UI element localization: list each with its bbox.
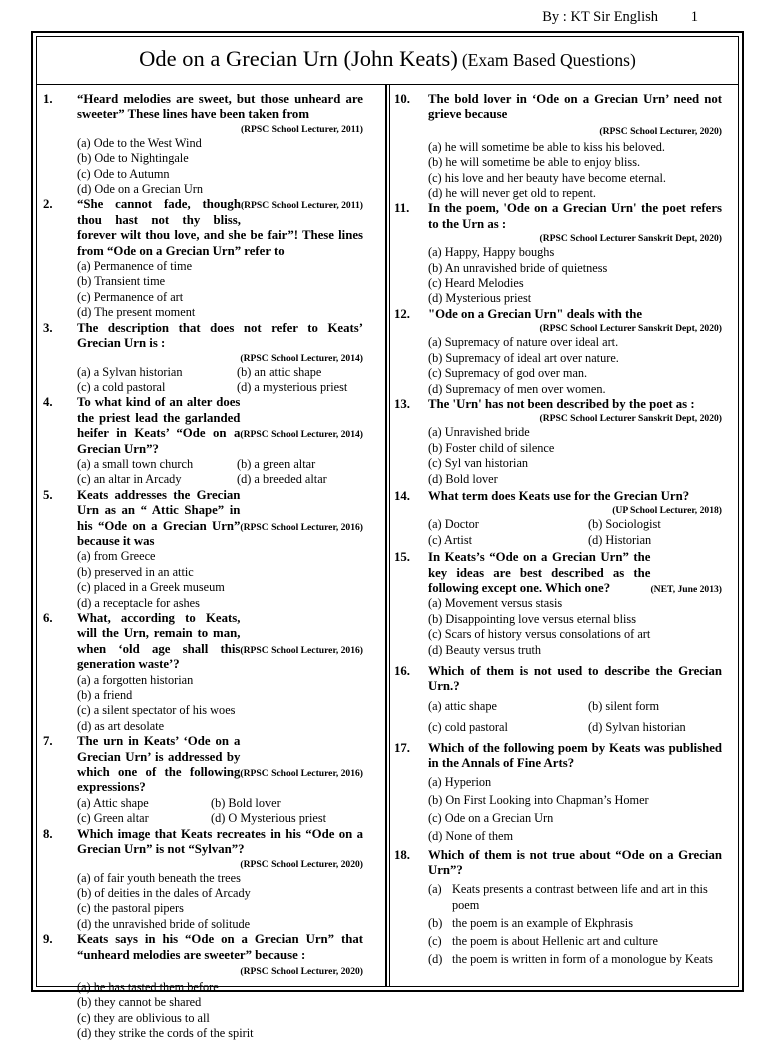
question-3	[43, 321, 363, 396]
question-source: (RPSC School Lecturer, 2016)	[240, 521, 363, 533]
question-text: (RPSC School Lecturer, 2016) The urn in Keats’ ‘Ode on a Grecian Urn’ is addressed by which one of the following expressions?	[77, 734, 363, 795]
question-text: (RPSC School Lecturer, 2011) “She cannot fade, though thou hast not thy bliss, forever wilt thou love, and she be fair”! These lines from “Ode on a Grecian Urn” refer to	[77, 197, 363, 258]
question-2	[43, 197, 363, 320]
option-a: (a) Ode to the West Wind	[77, 135, 202, 150]
option-c: (c) they are oblivious to all	[77, 1010, 210, 1025]
option-b: (b) Sociologist	[588, 517, 661, 532]
option-b: (b) silent form	[588, 698, 660, 713]
question-text: What term does Keats use for the Grecian Urn?	[428, 488, 690, 503]
question-number: 16.	[394, 664, 410, 678]
question-number: 10.	[394, 92, 410, 106]
question-number: 7.	[43, 734, 53, 749]
option-d: (d) The present moment	[77, 305, 196, 320]
left-column	[43, 92, 363, 1042]
option-b: (b) preserved in an attic	[77, 564, 194, 579]
question-text: "Ode on a Grecian Urn" deals with the	[428, 306, 643, 321]
option-d: (d) Beauty versus truth	[428, 642, 542, 657]
option-a: (a) attic shape	[428, 698, 497, 713]
option-a: (a) from Greece	[77, 549, 156, 564]
option-d: (d) he will never get old to repent.	[428, 186, 597, 201]
question-4	[43, 395, 363, 487]
option-c: (c) Heard Melodies	[428, 276, 524, 291]
page-inner-frame	[36, 36, 739, 1041]
option-b: (b) a green altar	[237, 456, 316, 471]
option-c: (c) the pastoral pipers	[77, 901, 184, 916]
question-source: (RPSC School Lecturer, 2011)	[240, 123, 363, 135]
option-d: (d) None of them	[428, 829, 514, 844]
question-16	[394, 664, 722, 738]
question-6	[43, 611, 363, 734]
option-c: (c) the poem is about Hellenic art and culture	[428, 933, 658, 948]
option-b: (b) he will sometime be able to enjoy bliss.	[428, 155, 641, 170]
option-a: (a) Hyperion	[428, 775, 492, 790]
option-d: (d) Mysterious priest	[428, 291, 532, 306]
question-number: 2.	[43, 197, 53, 212]
question-text: Which of them is not used to describe the Grecian Urn.?	[428, 664, 722, 694]
option-c: (c) a cold pastoral	[77, 379, 166, 394]
option-c: (c) a silent spectator of his woes	[77, 703, 236, 718]
question-text: Keats says in his “Ode on a Grecian Urn” that “unheard melodies are sweeter” because :	[77, 932, 363, 962]
question-1	[43, 92, 363, 197]
column-divider	[385, 85, 387, 986]
question-text: The description that does not refer to Keats’ Grecian Urn is :	[77, 320, 363, 351]
option-b: (b) Transient time	[77, 274, 166, 289]
question-15	[394, 550, 722, 658]
option-b: (b) An unravished bride of quietness	[428, 260, 608, 275]
option-d: (d) they strike the cords of the spirit	[77, 1026, 254, 1041]
option-a: (a) Unravished bride	[428, 425, 530, 440]
question-source: (RPSC School Lecturer Sanskrit Dept, 2020)	[539, 233, 722, 245]
question-text: (RPSC School Lecturer, 2016) Keats addresses the Grecian Urn as an “ Attic Shape” in his “Ode on a Grecian Urn” because it was	[77, 487, 363, 548]
question-11	[394, 201, 722, 306]
question-source: (RPSC School Lecturer, 2014)	[240, 352, 363, 364]
option-c: (c) cold pastoral	[428, 719, 508, 734]
question-source: (UP School Lecturer, 2018)	[612, 505, 722, 517]
question-number: 6.	[43, 611, 53, 625]
column-divider-inner	[389, 85, 390, 986]
option-d: (d) a mysterious priest	[237, 379, 348, 394]
option-b: (b) they cannot be shared	[77, 995, 202, 1010]
question-8	[43, 827, 363, 932]
question-number: 17.	[394, 740, 410, 755]
option-d: (d) a receptacle for ashes	[77, 595, 200, 610]
question-number: 18.	[394, 847, 410, 862]
right-column	[394, 92, 722, 969]
option-a: (a) he has tasted them before	[77, 979, 219, 994]
question-source: (RPSC School Lecturer, 2020)	[240, 858, 363, 870]
question-14	[394, 489, 722, 548]
question-source: (RPSC School Lecturer, 2016)	[240, 768, 363, 780]
question-12	[394, 307, 722, 397]
option-a: (a) Doctor	[428, 517, 479, 532]
option-d: (d) Historian	[588, 532, 652, 547]
option-c: (c) placed in a Greek museum	[77, 580, 225, 595]
question-number: 5.	[43, 487, 53, 502]
option-c: (c) an altar in Arcady	[77, 472, 182, 487]
page-subtitle: (Exam Based Questions)	[461, 50, 636, 70]
author-credit: By : KT Sir English	[542, 9, 658, 25]
option-a: (a) Keats presents a contrast between life and art in this poem	[428, 882, 708, 912]
option-a: (a) a small town church	[77, 456, 194, 471]
question-source: (RPSC School Lecturer Sanskrit Dept, 2020)	[539, 413, 722, 425]
option-c: (c) Green altar	[77, 811, 149, 826]
question-source: (RPSC School Lecturer, 2016)	[240, 645, 363, 656]
option-c: (c) Syl van historian	[428, 456, 529, 471]
option-a: (a) Happy, Happy boughs	[428, 245, 555, 260]
option-b: (b) of deities in the dales of Arcady	[77, 885, 251, 900]
option-a: (a) Attic shape	[77, 795, 149, 810]
question-source: (RPSC School Lecturer, 2020)	[599, 125, 722, 137]
question-text: The 'Urn' has not been described by the poet as :	[428, 396, 695, 411]
option-d: (d) O Mysterious priest	[211, 811, 327, 826]
option-d: (d) Bold lover	[428, 471, 498, 486]
question-18	[394, 848, 722, 967]
question-text: Which of the following poem by Keats was published in the Annals of Fine Arts?	[428, 740, 722, 771]
option-d: (d) the unravished bride of solitude	[77, 916, 251, 931]
page-title: Ode on a Grecian Urn (John Keats)	[139, 46, 458, 71]
option-c: (c) Permanence of art	[77, 289, 184, 304]
option-d: (d) the poem is written in form of a monologue by Keats	[428, 951, 713, 966]
question-number: 12.	[394, 306, 410, 321]
question-source: (RPSC School Lecturer Sanskrit Dept, 2020)	[539, 323, 722, 335]
question-number: 14.	[394, 488, 410, 503]
option-a: (a) Permanence of time	[77, 259, 193, 274]
question-number: 13.	[394, 396, 410, 411]
question-17	[394, 741, 722, 845]
question-7	[43, 734, 363, 826]
question-number: 4.	[43, 395, 53, 410]
question-text: “Heard melodies are sweet, but those unheard are sweeter” These lines have been taken from	[77, 92, 363, 122]
option-b: (b) Bold lover	[211, 795, 281, 810]
option-b: (b) Disappointing love versus eternal bliss	[428, 611, 636, 626]
question-source: (RPSC School Lecturer, 2014)	[240, 429, 363, 441]
option-c: (c) Scars of history versus consolations of art	[428, 627, 651, 642]
option-c: (c) Ode on a Grecian Urn	[428, 811, 554, 826]
question-source: (RPSC School Lecturer, 2020)	[240, 965, 363, 977]
option-b: (b) Ode to Nightingale	[77, 151, 189, 166]
page-frame	[31, 31, 744, 1041]
question-number: 9.	[43, 932, 53, 947]
question-text: Which image that Keats recreates in his “Ode on a Grecian Urn” is not “Sylvan”?	[77, 826, 363, 857]
option-d: (d) a breeded altar	[237, 472, 327, 487]
page-number: 1	[690, 9, 698, 25]
question-source: (NET, June 2013)	[650, 584, 722, 596]
option-a: (a) a forgotten historian	[77, 672, 194, 687]
question-number: 1.	[43, 92, 53, 106]
option-b: (b) Foster child of silence	[428, 440, 555, 455]
question-text: Which of them is not true about “Ode on a Grecian Urn”?	[428, 847, 722, 877]
question-text: (RPSC School Lecturer, 2014) To what kind of an alter does the priest lead the garlanded heifer in Keats’ “Ode on a Grecian Urn”?	[77, 395, 363, 456]
option-c: (c) his love and her beauty have become eternal.	[428, 170, 666, 185]
question-number: 3.	[43, 320, 53, 335]
option-b: (b) Supremacy of ideal art over nature.	[428, 350, 619, 365]
question-5	[43, 488, 363, 611]
option-c: (c) Supremacy of god over man.	[428, 366, 588, 381]
option-b: (b) the poem is an example of Ekphrasis	[428, 915, 633, 930]
question-13	[394, 397, 722, 487]
option-d: (d) Sylvan historian	[588, 719, 686, 734]
option-d: (d) as art desolate	[77, 718, 165, 733]
question-source: (RPSC School Lecturer, 2011)	[240, 200, 363, 212]
question-number: 11.	[394, 201, 410, 216]
question-number: 15.	[394, 550, 410, 565]
question-9	[43, 932, 363, 1041]
question-10	[394, 92, 722, 201]
option-d: (d) Ode on a Grecian Urn	[77, 182, 203, 197]
question-text: (NET, June 2013) In Keats’s “Ode on a Grecian Urn” the key ideas are best described as the following except one. Which one?	[428, 550, 722, 596]
question-text: In the poem, 'Ode on a Grecian Urn' the poet refers to the Urn as :	[428, 201, 722, 231]
option-a: (a) Supremacy of nature over ideal art.	[428, 335, 619, 350]
question-text: The bold lover in ‘Ode on a Grecian Urn’ need not grieve because	[428, 92, 722, 122]
option-a: (a) of fair youth beneath the trees	[77, 870, 241, 885]
option-c: (c) Artist	[428, 532, 473, 547]
option-c: (c) Ode to Autumn	[77, 166, 170, 181]
option-b: (b) On First Looking into Chapman’s Homer	[428, 793, 649, 808]
question-number: 8.	[43, 826, 53, 841]
option-a: (a) Movement versus stasis	[428, 596, 563, 611]
option-b: (b) a friend	[77, 688, 133, 703]
question-text: (RPSC School Lecturer, 2016) What, according to Keats, will the Urn, remain to man, when ‘old age shall this generation waste’?	[77, 611, 363, 672]
option-d: (d) Supremacy of men over women.	[428, 381, 606, 396]
option-a: (a) he will sometime be able to kiss his beloved.	[428, 139, 666, 154]
page-header	[0, 9, 768, 29]
option-a: (a) a Sylvan historian	[77, 364, 183, 379]
option-b: (b) an attic shape	[237, 364, 322, 379]
title-box	[37, 37, 738, 85]
